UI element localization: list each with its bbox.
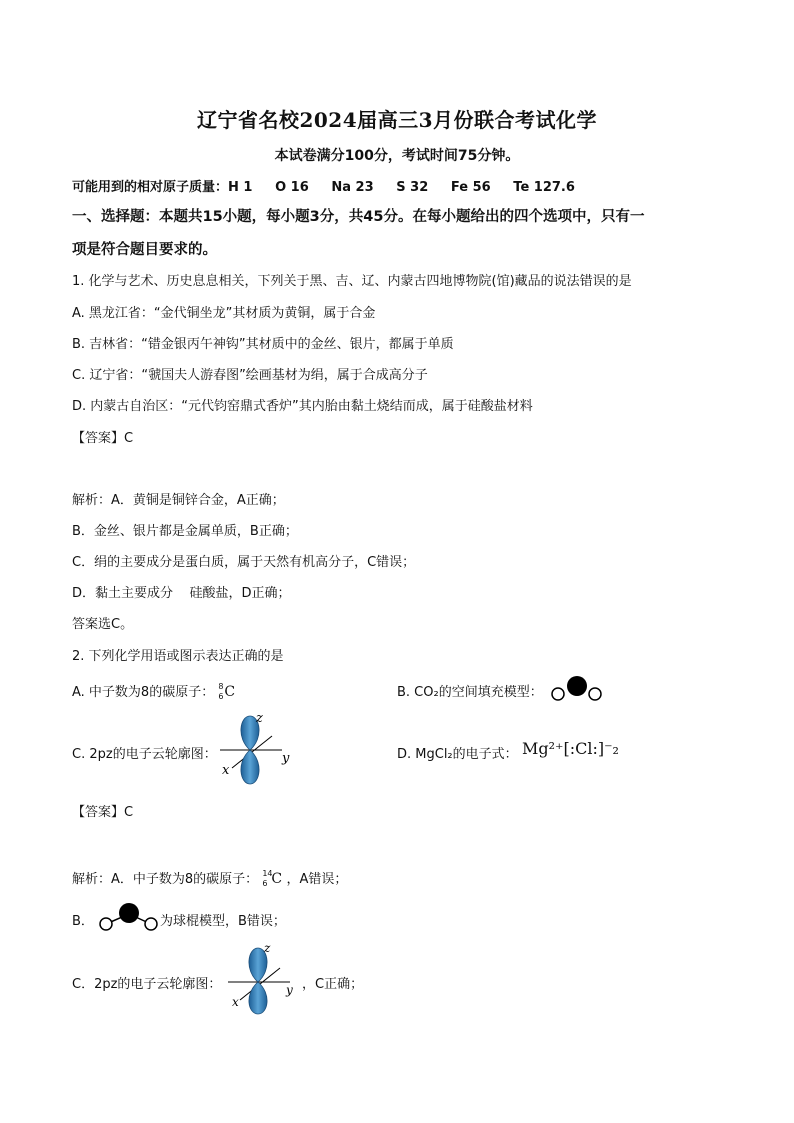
orbital-lobe-lower [249,982,267,1014]
q1-analysis-c: C．绢的主要成分是蛋白质，属于天然有机高分子，C错误； [72,555,416,570]
carbon-nuclide-8 [218,681,236,701]
nuclide-mass-number: 14 [262,868,273,878]
q2-analysis-a [72,868,347,888]
q1-analysis-d: D．黏土主要成分 硅酸盐，D正确； [72,586,291,601]
q2-stem: 2. 下列化学用语或图示表达正确的是 [72,649,284,664]
q2-option-a-text: A. 中子数为8的碳原子： [72,685,215,700]
q2-option-c: C. 2pz的电子云轮廓图： [72,747,217,762]
q1-option-b: B. 吉林省：“错金银丙午神钩”其材质中的金丝、银片，都属于单质 [72,337,454,352]
q1-option-a: A. 黑龙江省：“金代铜坐龙”其材质为黄铜，属于合金 [72,306,376,321]
x-axis-label: x [222,763,230,778]
document-title: 辽宁省名校2024届高三3月份联合考试化学 [196,108,598,132]
nuclide-atomic-number: 6 [262,878,268,888]
q1-answer: 【答案】C [72,431,134,446]
q2-option-b: B. CO₂的空间填充模型： [397,685,543,700]
q2-analysis-b-prefix: B． [72,914,94,929]
q2-analysis-a-text: 解析：A．中子数为8的碳原子： [72,872,259,887]
nuclide-atomic-number: 6 [218,691,224,701]
q2-analysis-b: 为球棍模型，B错误； [160,914,286,929]
q1-option-d: D. 内蒙古自治区：“元代钧窑鼎式香炉”其内胎由黏土烧结而成，属于硅酸盐材料 [72,399,533,414]
orbital-lobe-lower [241,750,259,784]
q2-answer: 【答案】C [72,805,134,820]
q2-analysis-a-tail: ，A错误； [286,872,348,887]
q2-option-d: D. MgCl₂的电子式： [397,747,518,762]
y-axis-label: y [286,983,293,997]
nuclide-element: C [224,683,236,700]
oxygen-atom-left [552,688,564,700]
q1-analysis-a: 解析：A．黄铜是铜锌合金，A正确； [72,493,285,508]
co2-space-filling-model [548,674,606,704]
carbon-nuclide-14 [262,868,283,888]
q1-analysis-b: B．金丝、银片都是金属单质，B正确； [72,524,298,539]
carbon-atom [567,676,587,696]
2pz-orbital-diagram [214,710,294,786]
2pz-orbital-diagram-analysis [222,940,302,1016]
section-heading-line2: 项是符合题目要求的。 [72,242,217,258]
oxygen-atom-right [145,918,157,930]
nuclide-element: C [271,870,283,887]
oxygen-atom-right [589,688,601,700]
q2-option-a [72,681,234,701]
q1-option-c: C. 辽宁省：“虢国夫人游春图”绘画基材为绢，属于合成高分子 [72,368,428,383]
q1-conclusion: 答案选C。 [72,617,134,632]
nuclide-mass-number: 8 [218,681,224,691]
atomic-mass-line: 可能用到的相对原子质量：H 1 O 16 Na 23 S 32 Fe 56 Te 127.6 [72,180,575,195]
section-heading-line1: 一、选择题：本题共15小题，每小题3分，共45分。在每小题给出的四个选项中，只有一 [72,209,645,225]
z-axis-label: z [256,711,263,726]
co2-ball-stick-model [96,900,160,934]
exam-info: 本试卷满分100分，考试时间75分钟。 [274,148,520,164]
carbon-atom [119,903,139,923]
z-axis-label: z [264,941,271,955]
y-axis-label: y [282,751,290,766]
x-axis-label: x [232,995,239,1009]
mgcl2-electron-formula: Mg²⁺[:Cl:]⁻₂ [522,739,619,758]
q2-analysis-c: C．2pz的电子云轮廓图： [72,977,222,992]
q2-analysis-c-tail: ，C正确； [302,977,364,992]
q1-stem: 1. 化学与艺术、历史息息相关，下列关于黑、吉、辽、内蒙古四地博物院(馆)藏品的说法错误的是 [72,274,632,289]
oxygen-atom-left [100,918,112,930]
